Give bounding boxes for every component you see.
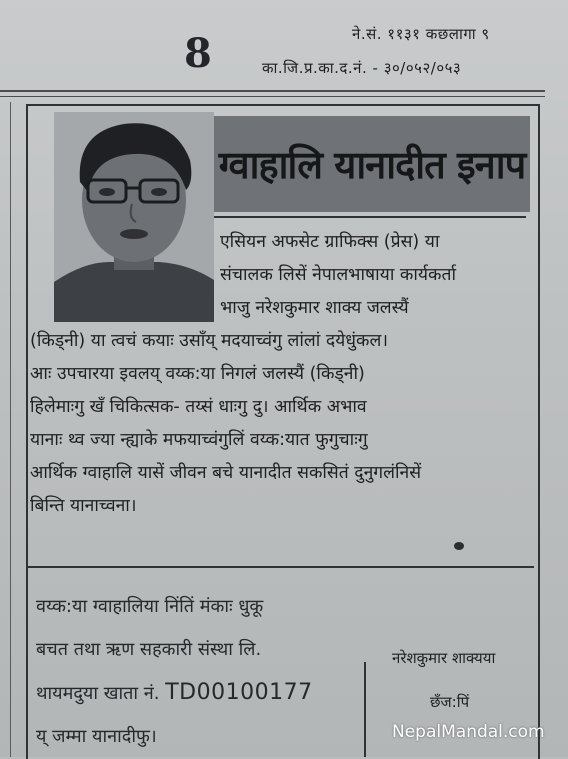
headline-underline [214,216,526,218]
article-body [30,226,530,523]
section-divider [28,566,534,568]
page-number: 8 [184,30,212,77]
column-divider [10,102,11,757]
registration-line: का.जि.प्र.का.द.नं. - ३०/०५२/०५३ [262,59,462,77]
bank-info-line: बचत तथा ऋण सहकारी संस्था लि. [36,639,262,660]
author-name: नरेशकुमार शाक्यया [392,649,496,667]
body-line: आर्थिक ग्वाहालि यासें जीवन बचे यानादीत सकसितं दुनुगलंनिसें [30,463,422,483]
body-line: यानाः थ्व ज्या न्ह्याके मफयाच्वंगुलिं वय्क:यात फुगुचाःगु [30,430,368,450]
author-signature [392,636,532,724]
bank-info-line: वय्क:या ग्वाहालिया निंतिं मंकाः धुकू [36,596,264,617]
column-divider-vertical [364,662,366,757]
account-label: थायमदुया खाता नं. [36,683,160,704]
body-line: भाजु नरेशकुमार शाक्य जलस्यैं [220,298,409,318]
body-line: (किड्नी) या त्वचं कयाः उसाँय् मदयाच्वंगु लांलां दयेधुंकल। [30,331,388,351]
issue-date-line: ने.सं. ११३१ कछलागा ९ [352,25,490,43]
headline-banner [214,116,530,212]
ink-speck [454,542,464,550]
watermark: NepalMandal.com [392,722,545,742]
bank-account-line [36,671,356,715]
body-line: बिन्ति यानाच्वना। [30,496,137,516]
author-role: छँज:पिं [430,693,470,711]
body-line: आः उपचारया इवलय् वय्क:या निगलं जलस्यैं (किड्नी) [30,364,365,384]
bank-info-line: य् जम्मा यानादीफु। [36,726,157,747]
body-line: एसियन अफसेट ग्राफिक्स (प्रेस) या [220,232,440,252]
header-divider-thin [0,96,545,97]
header-divider [0,90,545,92]
headline: ग्वाहालि यानादीत इनाप [218,143,526,187]
body-line: हिलेमाःगु खँ चिकित्सक- तय्सं धाःगु दु। आर्थिक अभाव [30,397,367,417]
account-number: TD00100177 [165,680,313,705]
bank-info [36,585,356,758]
body-line: संचालक लिसें नेपालभाषाया कार्यकर्ता [220,265,456,285]
